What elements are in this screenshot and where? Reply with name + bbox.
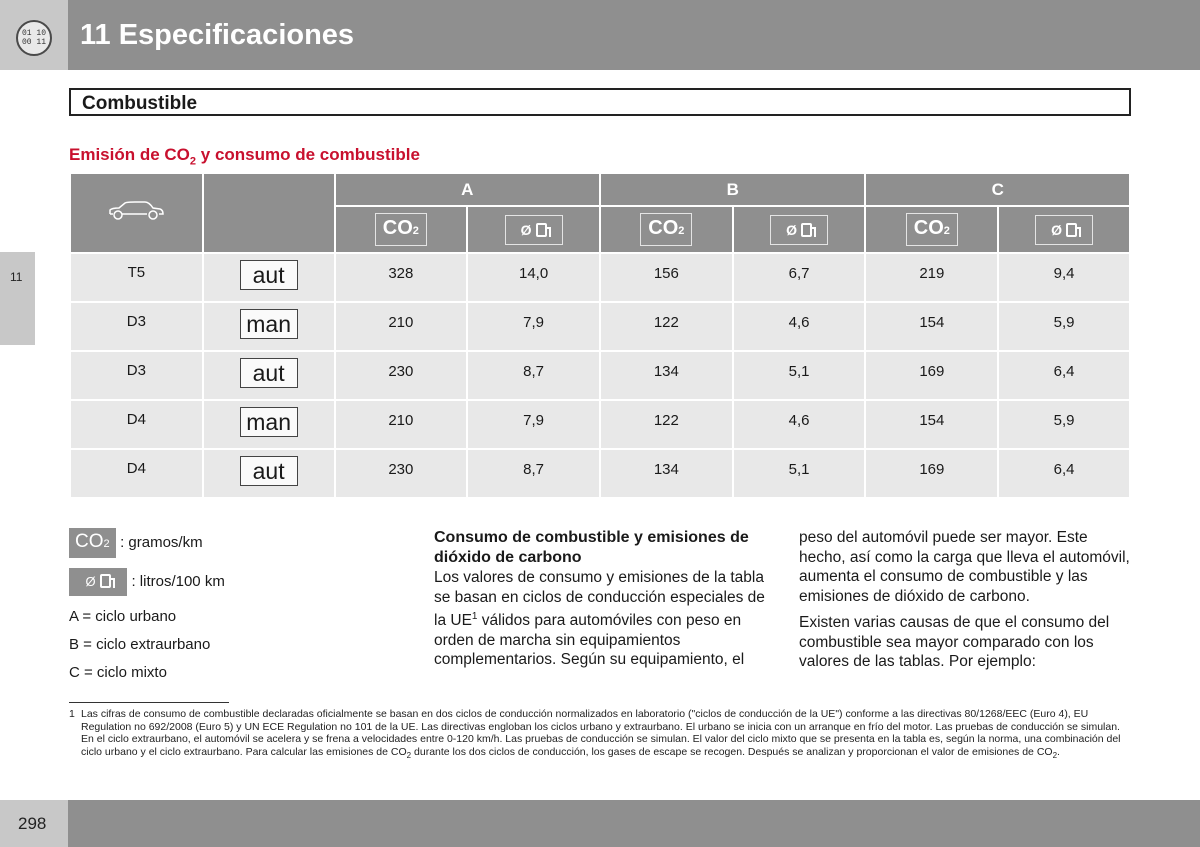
transmission-badge: aut bbox=[240, 456, 298, 486]
footnote-ref: 1 bbox=[471, 611, 478, 622]
footnote-text: Las cifras de consumo de combustible declaradas oficialmente se basan en dos ciclos de conducción normalizados en laboratorio ("ciclos de conducción de la UE") conforme a las directivas 80/1268/EEC (Euro 4), EU Regulation no 692/2008 (Euro 5) y UN ECE Regulation no 101 de la UE. Las directivas engloban los ciclos urbano y extraurbano. El urbano se inicia con un arranque en frío del motor. Las pruebas de conducción se simulan. En el ciclo extraurbano, el automóvil se acelera y se frena a velocidades entre 0-120 km/h. Las pruebas de conducción se simulan. El valor del ciclo mixto que se presenta en la tabla es, según la norma, una combinación del ciclo urbano y el ciclo extraurbano. Para calcular las emisiones de $CO_2$ durante los dos ciclos de conducción, los gases de escape se recogen. Después se analizan y proporcionan el valor de emisiones de $CO_2$. bbox=[81, 708, 1121, 760]
text-column-1 bbox=[434, 528, 770, 670]
section-title: Combustible bbox=[82, 93, 198, 114]
co2-badge: CO2 bbox=[375, 213, 427, 246]
model-cell: D3 bbox=[70, 302, 203, 351]
transmission-badge: aut bbox=[240, 358, 298, 388]
group-header-b: B bbox=[600, 173, 865, 206]
fuel-badge: Ø bbox=[770, 215, 828, 245]
chapter-icon bbox=[16, 20, 52, 56]
transmission-badge: man bbox=[240, 309, 298, 339]
value-cell: 5,1 bbox=[733, 351, 866, 400]
heading-text-prefix: Emisión de CO bbox=[69, 145, 190, 164]
value-cell: 134 bbox=[600, 449, 733, 498]
value-cell: 14,0 bbox=[467, 253, 600, 302]
table-row bbox=[70, 400, 1130, 449]
transmission-badge: aut bbox=[240, 260, 298, 290]
value-cell: 5,9 bbox=[998, 400, 1130, 449]
fuel-header-a bbox=[467, 206, 600, 253]
chapter-title: 11 Especificaciones bbox=[80, 19, 355, 51]
co2-header-a bbox=[335, 206, 468, 253]
value-cell: 8,7 bbox=[467, 449, 600, 498]
value-cell: 210 bbox=[335, 302, 468, 351]
transmission-cell bbox=[203, 351, 335, 400]
co2-legend-text: : gramos/km bbox=[120, 534, 203, 551]
value-cell: 6,4 bbox=[998, 449, 1130, 498]
value-cell: 230 bbox=[335, 449, 468, 498]
chapter-icon-line2: 00 11 bbox=[21, 38, 46, 47]
fuel-legend-badge: Ø bbox=[69, 568, 127, 596]
value-cell: 6,4 bbox=[998, 351, 1130, 400]
footnote-rule bbox=[69, 702, 229, 703]
text-column-2 bbox=[799, 528, 1135, 672]
group-header-c: C bbox=[865, 173, 1130, 206]
column-paragraph: peso del automóvil puede ser mayor. Este hecho, así como la carga que lleva el automóvil, aumenta el consumo de combustible y las emisiones de dióxido de carbono. bbox=[799, 529, 1130, 605]
transmission-header bbox=[203, 173, 335, 253]
fuel-pump-icon bbox=[801, 223, 812, 237]
transmission-cell bbox=[203, 302, 335, 351]
value-cell: 169 bbox=[865, 449, 998, 498]
value-cell: 156 bbox=[600, 253, 733, 302]
transmission-badge: man bbox=[240, 407, 298, 437]
transmission-cell bbox=[203, 400, 335, 449]
value-cell: 9,4 bbox=[998, 253, 1130, 302]
legend-a: A = ciclo urbano bbox=[69, 608, 177, 625]
table-row bbox=[70, 351, 1130, 400]
value-cell: 134 bbox=[600, 351, 733, 400]
co2-header-c bbox=[865, 206, 998, 253]
value-cell: 122 bbox=[600, 400, 733, 449]
column-paragraph: Existen varias causas de que el consumo del combustible sea mayor comparado con los valores de las tablas. Por ejemplo: bbox=[799, 614, 1110, 670]
value-cell: 122 bbox=[600, 302, 733, 351]
value-cell: 4,6 bbox=[733, 400, 866, 449]
car-icon bbox=[107, 200, 165, 222]
model-cell: D4 bbox=[70, 400, 203, 449]
table-row bbox=[70, 253, 1130, 302]
fuel-badge: Ø bbox=[1035, 215, 1093, 245]
value-cell: 169 bbox=[865, 351, 998, 400]
side-tab-label: 11 bbox=[10, 270, 23, 284]
table-heading bbox=[69, 145, 420, 167]
group-header-a: A bbox=[335, 173, 600, 206]
co2-badge: CO2 bbox=[906, 213, 958, 246]
column-heading: Consumo de combustible y emisiones de dióxido de carbono bbox=[434, 529, 749, 566]
fuel-badge: Ø bbox=[505, 215, 563, 245]
legend-c: C = ciclo mixto bbox=[69, 664, 167, 681]
column-paragraph: Los valores de consumo y emisiones de la tabla se basan en ciclos de conducción especiales de la $UE^1$ válidos para automóviles con peso en orden de marcha sin equipamientos complementarios. Según su equipamiento, el bbox=[434, 569, 765, 669]
value-cell: 8,7 bbox=[467, 351, 600, 400]
model-cell: D3 bbox=[70, 351, 203, 400]
transmission-cell bbox=[203, 449, 335, 498]
value-cell: 4,6 bbox=[733, 302, 866, 351]
footer-bar bbox=[68, 800, 1200, 847]
heading-text-suffix: y consumo de combustible bbox=[196, 145, 420, 164]
legend-co2 bbox=[69, 528, 203, 558]
footnote bbox=[69, 708, 1131, 762]
fuel-header-b bbox=[733, 206, 866, 253]
side-chapter-tab bbox=[0, 252, 35, 345]
value-cell: 219 bbox=[865, 253, 998, 302]
fuel-legend-text: : litros/100 km bbox=[131, 573, 225, 590]
transmission-cell bbox=[203, 253, 335, 302]
model-cell: T5 bbox=[70, 253, 203, 302]
value-cell: 328 bbox=[335, 253, 468, 302]
value-cell: 5,1 bbox=[733, 449, 866, 498]
value-cell: 154 bbox=[865, 302, 998, 351]
value-cell: 154 bbox=[865, 400, 998, 449]
co2-legend-badge: CO2 bbox=[69, 528, 116, 558]
co2-header-b bbox=[600, 206, 733, 253]
heading-subscript: 2 bbox=[189, 155, 197, 168]
value-cell: 7,9 bbox=[467, 302, 600, 351]
fuel-pump-icon bbox=[100, 574, 111, 588]
footnote-number: 1 bbox=[69, 708, 75, 720]
table-row bbox=[70, 449, 1130, 498]
fuel-pump-icon bbox=[536, 223, 547, 237]
car-icon-header bbox=[70, 173, 203, 253]
chapter-icon-line1: 01 10 bbox=[21, 29, 46, 38]
page-number: 298 bbox=[18, 814, 47, 833]
fuel-header-c bbox=[998, 206, 1130, 253]
legend-b: B = ciclo extraurbano bbox=[69, 636, 211, 653]
value-cell: 230 bbox=[335, 351, 468, 400]
value-cell: 5,9 bbox=[998, 302, 1130, 351]
model-cell: D4 bbox=[70, 449, 203, 498]
co2-badge: CO2 bbox=[640, 213, 692, 246]
fuel-pump-icon bbox=[1066, 223, 1077, 237]
emissions-table bbox=[69, 172, 1131, 499]
value-cell: 6,7 bbox=[733, 253, 866, 302]
legend-fuel bbox=[69, 568, 225, 596]
section-title-box bbox=[69, 88, 1131, 116]
table-row bbox=[70, 302, 1130, 351]
value-cell: 7,9 bbox=[467, 400, 600, 449]
value-cell: 210 bbox=[335, 400, 468, 449]
